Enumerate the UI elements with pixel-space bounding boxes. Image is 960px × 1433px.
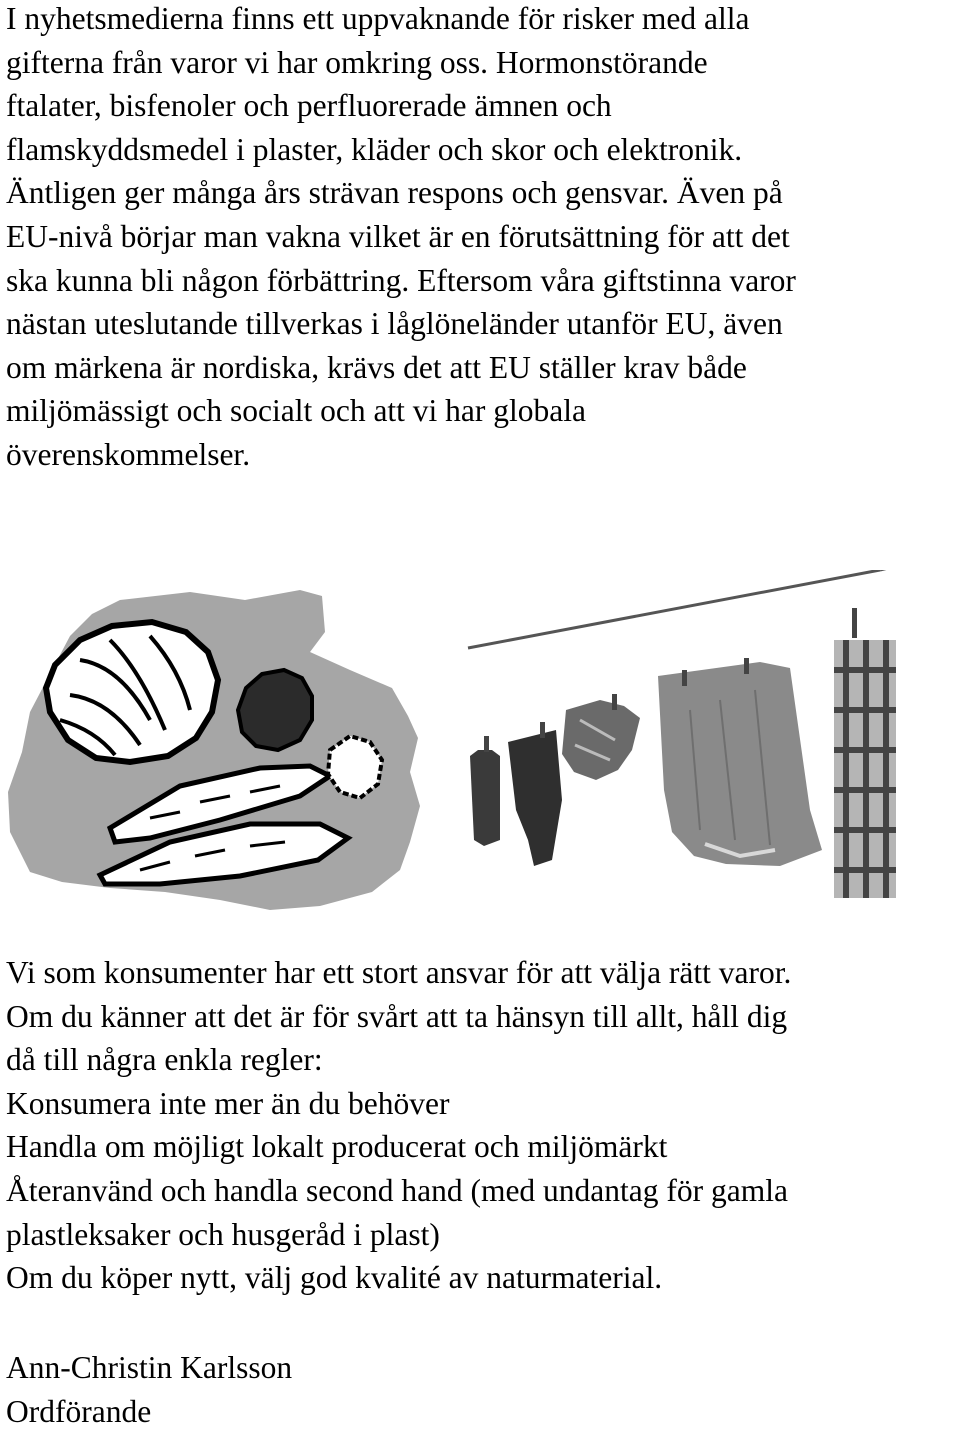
signature-block [6,1346,292,1433]
shirt-icon [658,662,822,866]
intro-line: om märkena är nordiska, krävs det att EU ställer krav både [6,349,747,385]
clothesline-photo [468,570,905,898]
intro-line: I nyhetsmedierna finns ett uppvaknande för risker med alla [6,1,750,36]
signature-role: Ordförande [6,1393,152,1429]
advice-line: Vi som konsumenter har ett stort ansvar för att välja rätt varor. [6,955,792,990]
advice-rule: Om du köper nytt, välj god kvalité av naturmaterial. [6,1260,663,1296]
advice-line: då till några enkla regler: [6,1042,323,1078]
clothesline-icon [468,570,880,648]
advice-rule: Konsumera inte mer än du behöver [6,1085,450,1121]
advice-rule: Återanvänd och handla second hand (med undantag för gamla [6,1172,788,1208]
intro-line: ftalater, bisfenoler och perfluorerade ämnen och [6,88,612,124]
plaid-pattern-icon [834,640,896,898]
advice-line: Om du känner att det är för svårt att ta hänsyn till allt, håll dig [6,998,788,1034]
intro-line: miljömässigt och socialt och att vi har globala [6,393,586,429]
sock-icon [508,730,562,866]
illustration-row [0,570,960,915]
advice-rule: Handla om möjligt lokalt producerat och miljömärkt [6,1129,668,1165]
intro-paragraph [6,0,796,477]
intro-line: överenskommelser. [6,436,251,472]
intro-line: ska kunna bli någon förbättring. Eftersom våra giftstinna varor [6,262,796,298]
garment-small-icon [470,750,500,846]
intro-line: gifterna från varor vi har omkring oss. Hormonstörande [6,44,708,80]
intro-line: EU-nivå börjar man vakna vilket är en förutsättning för att det [6,218,790,254]
intro-line: flamskyddsmedel i plaster, kläder och skor och elektronik. [6,131,743,167]
intro-line: Äntligen ger många års strävan respons och gensvar. Även på [6,175,783,211]
signature-name: Ann-Christin Karlsson [6,1350,293,1385]
vegetables-clipart [8,590,420,910]
advice-rule: plastleksaker och husgeråd i plast) [6,1216,440,1252]
intro-line: nästan uteslutande tillverkas i låglöneländer utanför EU, även [6,306,783,342]
advice-paragraph [6,951,791,1300]
crumpled-garment-icon [562,700,640,780]
